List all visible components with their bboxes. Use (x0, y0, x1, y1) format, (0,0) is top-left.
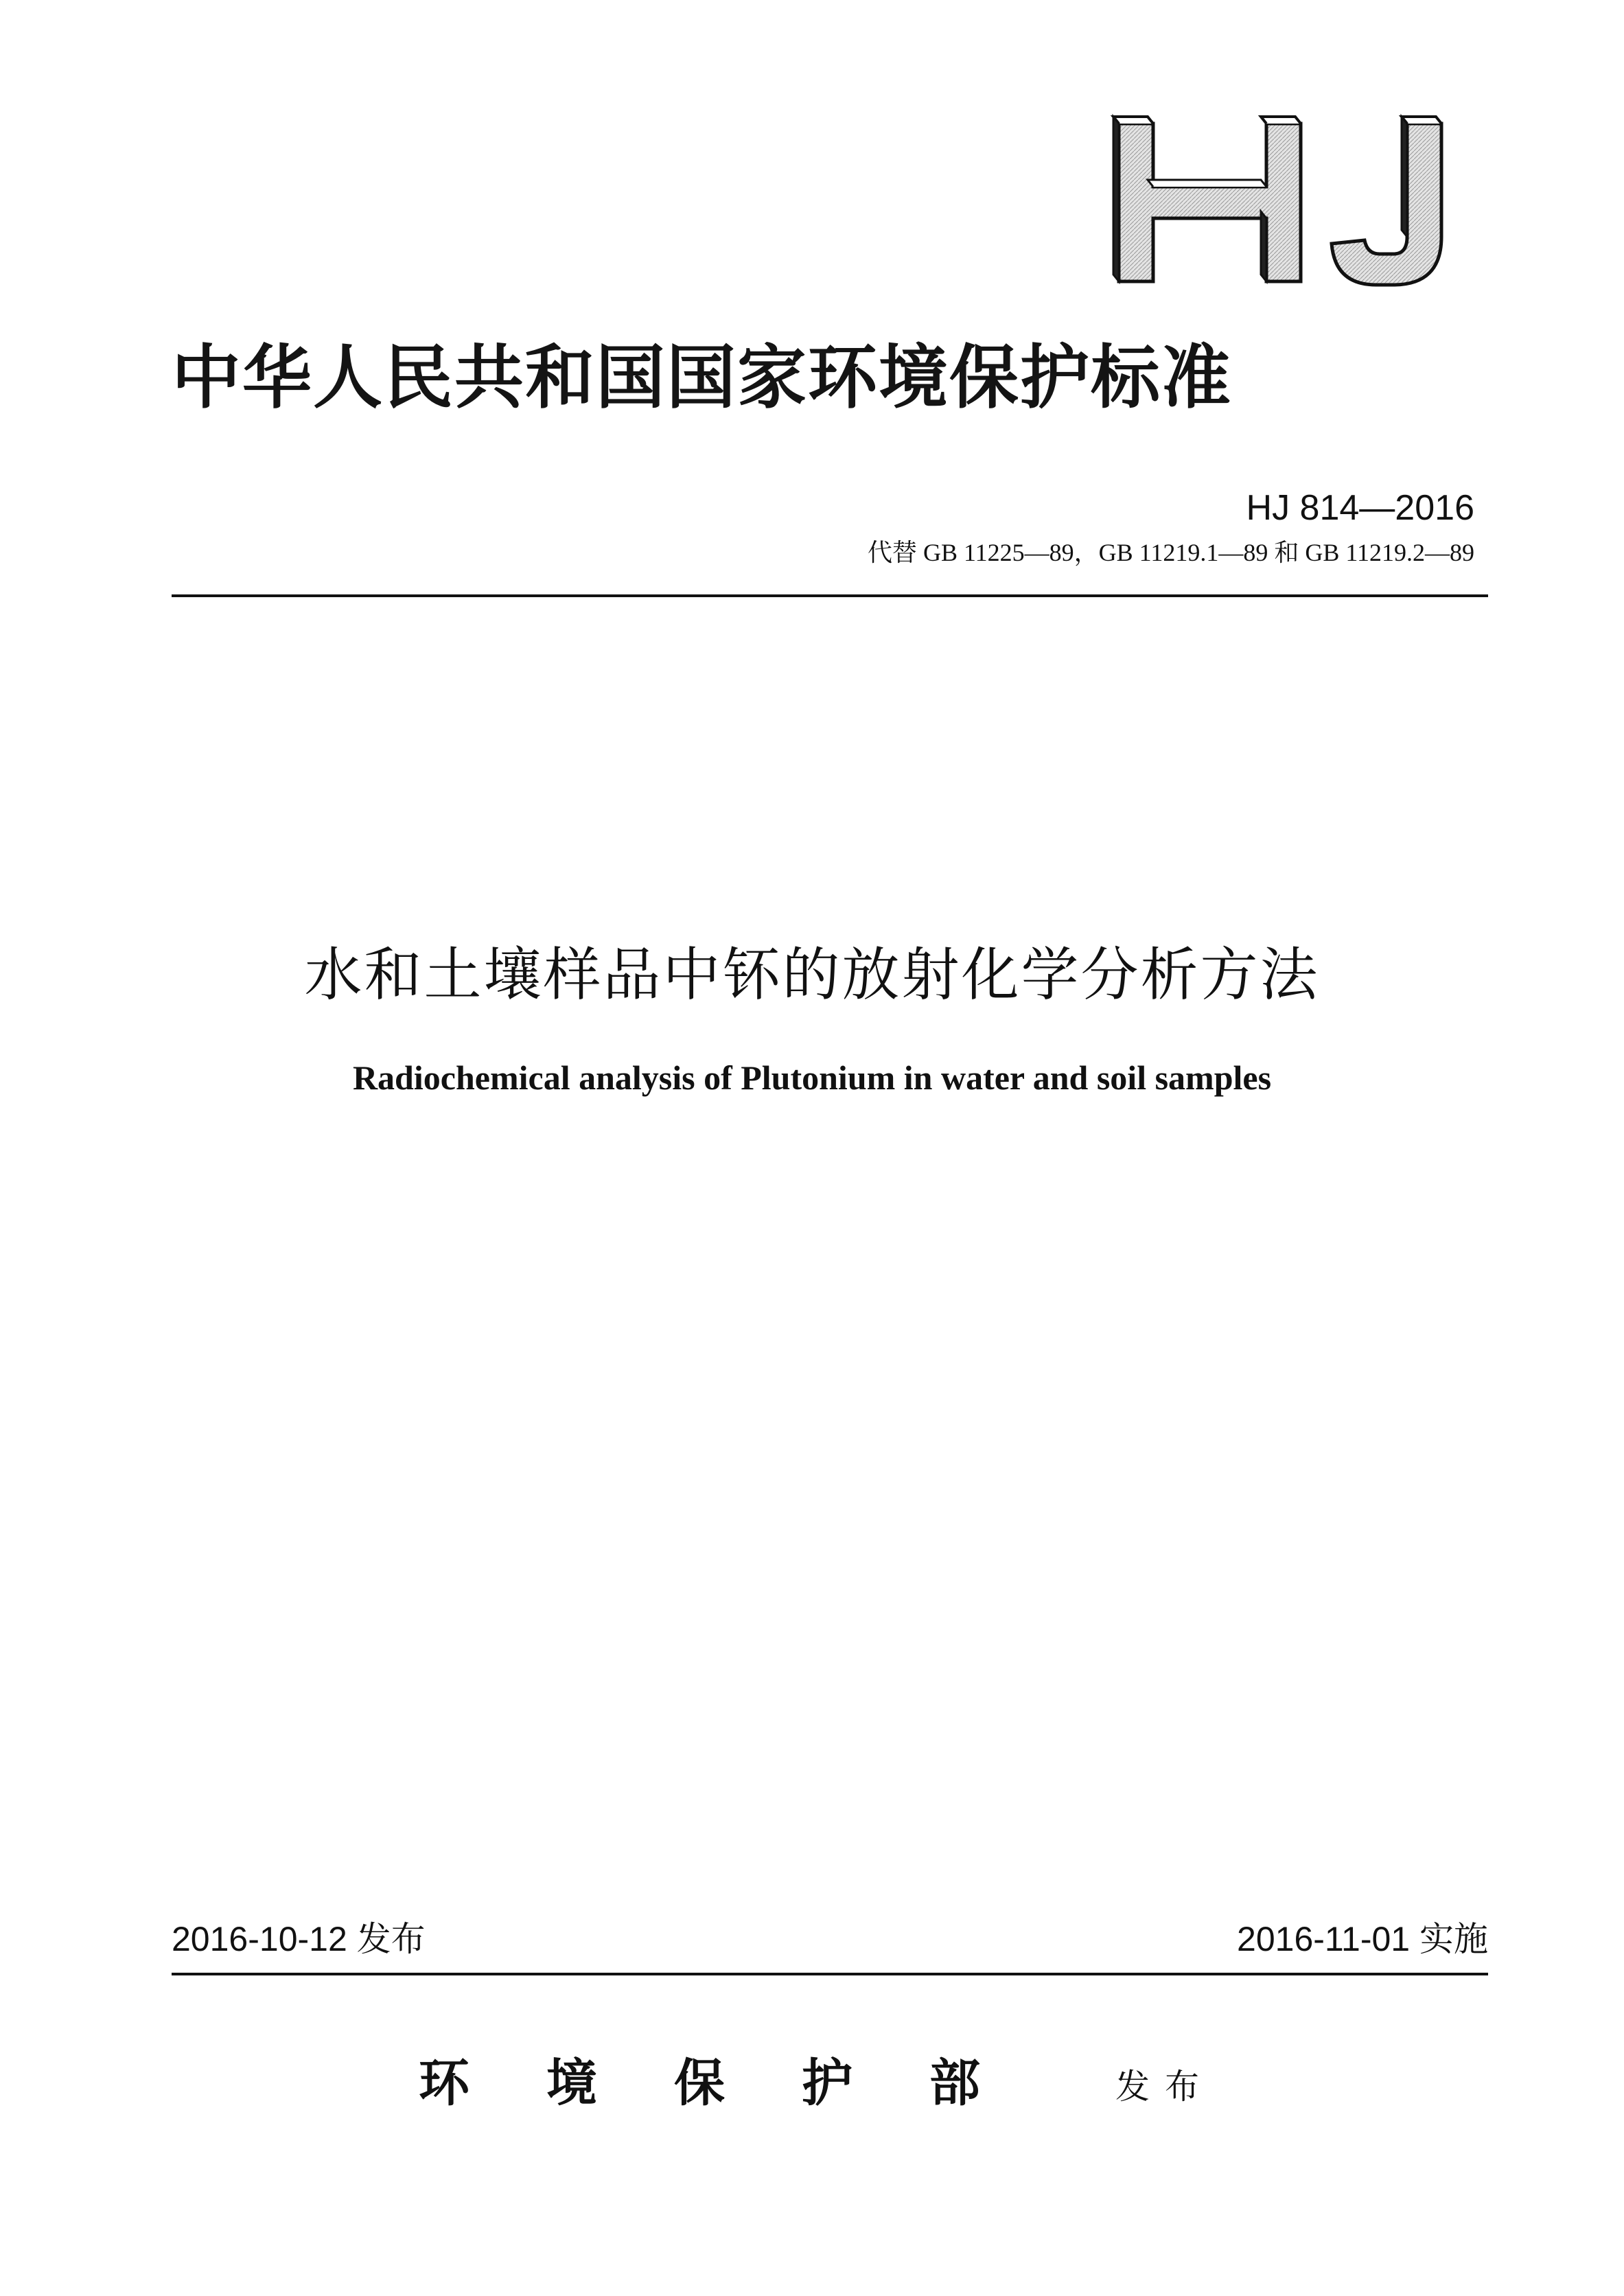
standard-series-title: 中华人民共和国国家环境保护标准 (172, 336, 1233, 418)
document-title-english: Radiochemical analysis of Plutonium in water and soil samples (352, 1058, 1272, 1097)
effective-date: 2016-11-01 实施 (1237, 1920, 1488, 1958)
issue-date: 2016-10-12 发布 (172, 1920, 426, 1958)
publisher-suffix: 发布 (1115, 2067, 1214, 2107)
publisher-name: 环境保护部 (419, 2054, 1057, 2113)
replaces-standards: 代替 GB 11225—89，GB 11219.1—89 和 GB 11219.2—89 (867, 539, 1474, 566)
hj-logo-letter-h (1113, 117, 1301, 281)
footer-divider (172, 1973, 1488, 1975)
header-divider (172, 594, 1488, 597)
document-title-chinese: 水和土壤样品中钚的放射化学分析方法 (304, 941, 1320, 1008)
hj-logo (1105, 110, 1462, 295)
hj-logo-letter-j (1332, 117, 1441, 285)
standard-number: HJ 814—2016 (1246, 488, 1474, 528)
